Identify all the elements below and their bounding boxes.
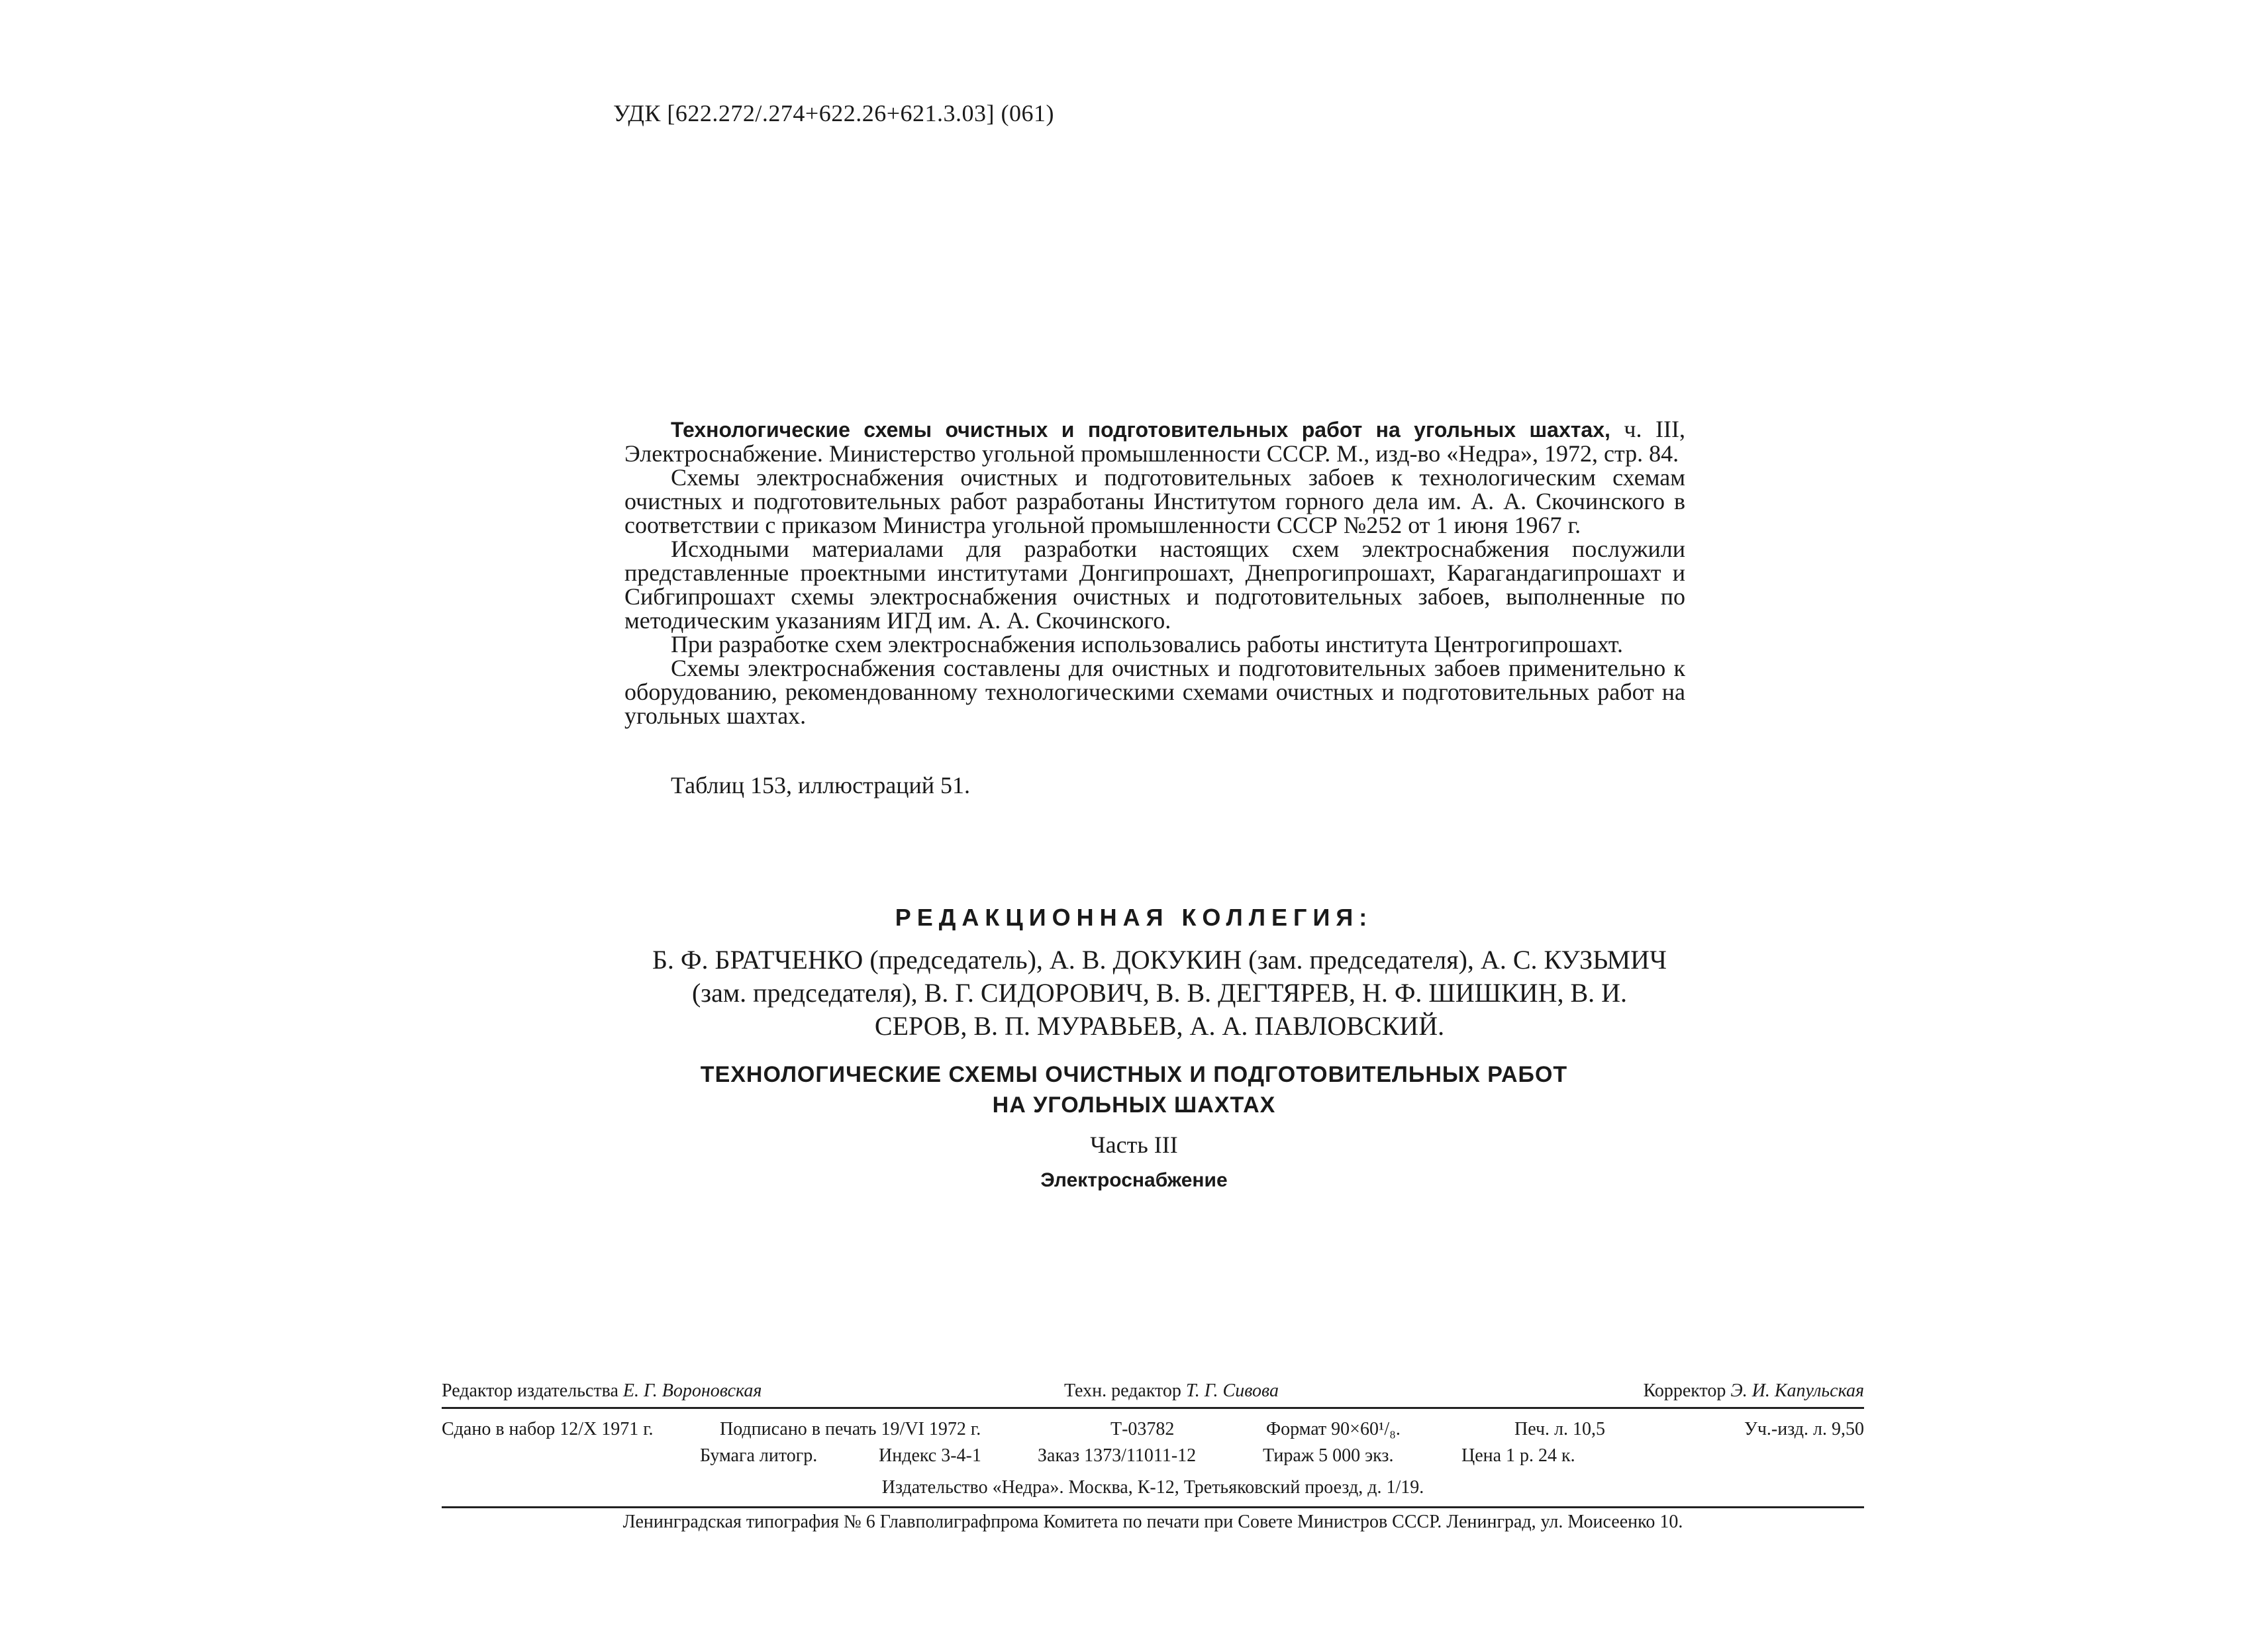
editorial-board-heading: РЕДАКЦИОННАЯ КОЛЛЕГИЯ: (895, 904, 1373, 931)
paper-row (442, 1445, 1864, 1477)
permit-code: Т-03782 (1110, 1419, 1175, 1439)
editor-name: Е. Г. Вороновская (622, 1380, 762, 1401)
bibliographic-title: Технологические схемы очистных и подготовительных работ на угольных шахтах, (671, 418, 1610, 442)
divider-line (442, 1407, 1864, 1409)
publisher-row (442, 1477, 1864, 1509)
abstract-paragraph-5: Схемы электроснабжения составлены для очистных и подготовительных забоев применительно к оборудованию, рекомендованному технологическими схемами очистных и подготовительных работ на угольных шахтах. (624, 655, 1685, 729)
abstract-paragraph-2: Схемы электроснабжения очистных и подготовительных забоев к технологическим схемам очистных и подготовительных работ разработаны Институтом горного дела им. А. А. Скочинского в соответствии с приказом Министра угольной промышленности СССР №252 от 1 июня 1967 г. (624, 464, 1685, 538)
book-title (0, 1059, 2268, 1120)
paper-format: Формат 90×60¹/₈. (1266, 1419, 1401, 1439)
abstract-paragraph-3: Исходными материалами для разработки настоящих схем электроснабжения послужили представленные проектными институтами Донгипрошахт, Днепрогипрошахт, Карагандагипрошахт и Сибгипрошахт схемы электроснабжения очистных и подготовительных забоев, выполненные по методическим указаниям ИГД им. А. А. Скочинского. (624, 536, 1685, 634)
printer-row (442, 1512, 1864, 1543)
publisher-address: Издательство «Недра». Москва, К-12, Третьяковский проезд, д. 1/19. (881, 1477, 1424, 1498)
abstract-paragraph-4: При разработке схем электроснабжения использовались работы института Центрогипрошахт. (671, 631, 1623, 657)
tech-editor-credit (1064, 1380, 1279, 1402)
editor-label: Редактор издательства (442, 1380, 618, 1401)
abstract (624, 417, 1685, 728)
part-subject: Электроснабжение (1040, 1169, 1228, 1191)
price: Цена 1 р. 24 к. (1461, 1445, 1575, 1466)
imprint-block (442, 1380, 1864, 1543)
order-number: Заказ 1373/11011-12 (1038, 1445, 1197, 1466)
editor-credit (442, 1380, 762, 1402)
corrector-label: Корректор (1643, 1380, 1726, 1401)
bibliographic-record (624, 417, 1685, 465)
book-title-line-1: ТЕХНОЛОГИЧЕСКИЕ СХЕМЫ ОЧИСТНЫХ И ПОДГОТОВИТЕЛЬНЫХ РАБОТ (700, 1062, 1568, 1087)
tech-editor-label: Техн. редактор (1064, 1380, 1181, 1401)
publishing-sheets: Уч.-изд. л. 9,50 (1744, 1419, 1864, 1439)
corrector-name: Э. И. Капульская (1730, 1380, 1864, 1401)
typeset-date: Сдано в набор 12/X 1971 г. (442, 1419, 654, 1439)
editorial-board-members: Б. Ф. БРАТЧЕНКО (председатель), А. В. ДОКУКИН (зам. председателя), А. С. КУЗЬМИЧ (зам. председателя), В. Г. СИДОРОВИЧ, В. В. ДЕГТЯРЕВ, Н. Ф. ШИШКИН, В. И. СЕРОВ, В. П. МУРАВЬЕВ, А. А. ПАВЛОВСКИЙ. (652, 945, 1667, 1041)
index-code: Индекс 3-4-1 (879, 1445, 981, 1466)
bibliographic-details: ч. III, Электроснабжение. Министерство угольной промышленности СССР. М., изд-во «Недра», 1972, стр. 84. (624, 416, 1685, 467)
udk-code: УДК [622.272/.274+622.26+621.3.03] (061) (613, 100, 1054, 126)
tables-illustrations-count: Таблиц 153, иллюстраций 51. (671, 772, 971, 798)
print-run: Тираж 5 000 экз. (1263, 1445, 1394, 1466)
paper-type: Бумага литогр. (700, 1445, 818, 1466)
tech-editor-name: Т. Г. Сивова (1185, 1380, 1279, 1401)
book-title-line-2: НА УГОЛЬНЫХ ШАХТАХ (992, 1092, 1276, 1118)
printing-house: Ленинградская типография № 6 Главполиграфпрома Комитета по печати при Совете Министров СССР. Ленинград, ул. Моисеенко 10. (622, 1512, 1683, 1532)
divider-line (442, 1506, 1864, 1508)
signed-to-print-date: Подписано в печать 19/VI 1972 г. (720, 1419, 981, 1439)
corrector-credit (1644, 1380, 1864, 1402)
part-number: Часть III (1090, 1132, 1178, 1158)
printed-sheets: Печ. л. 10,5 (1514, 1419, 1606, 1439)
